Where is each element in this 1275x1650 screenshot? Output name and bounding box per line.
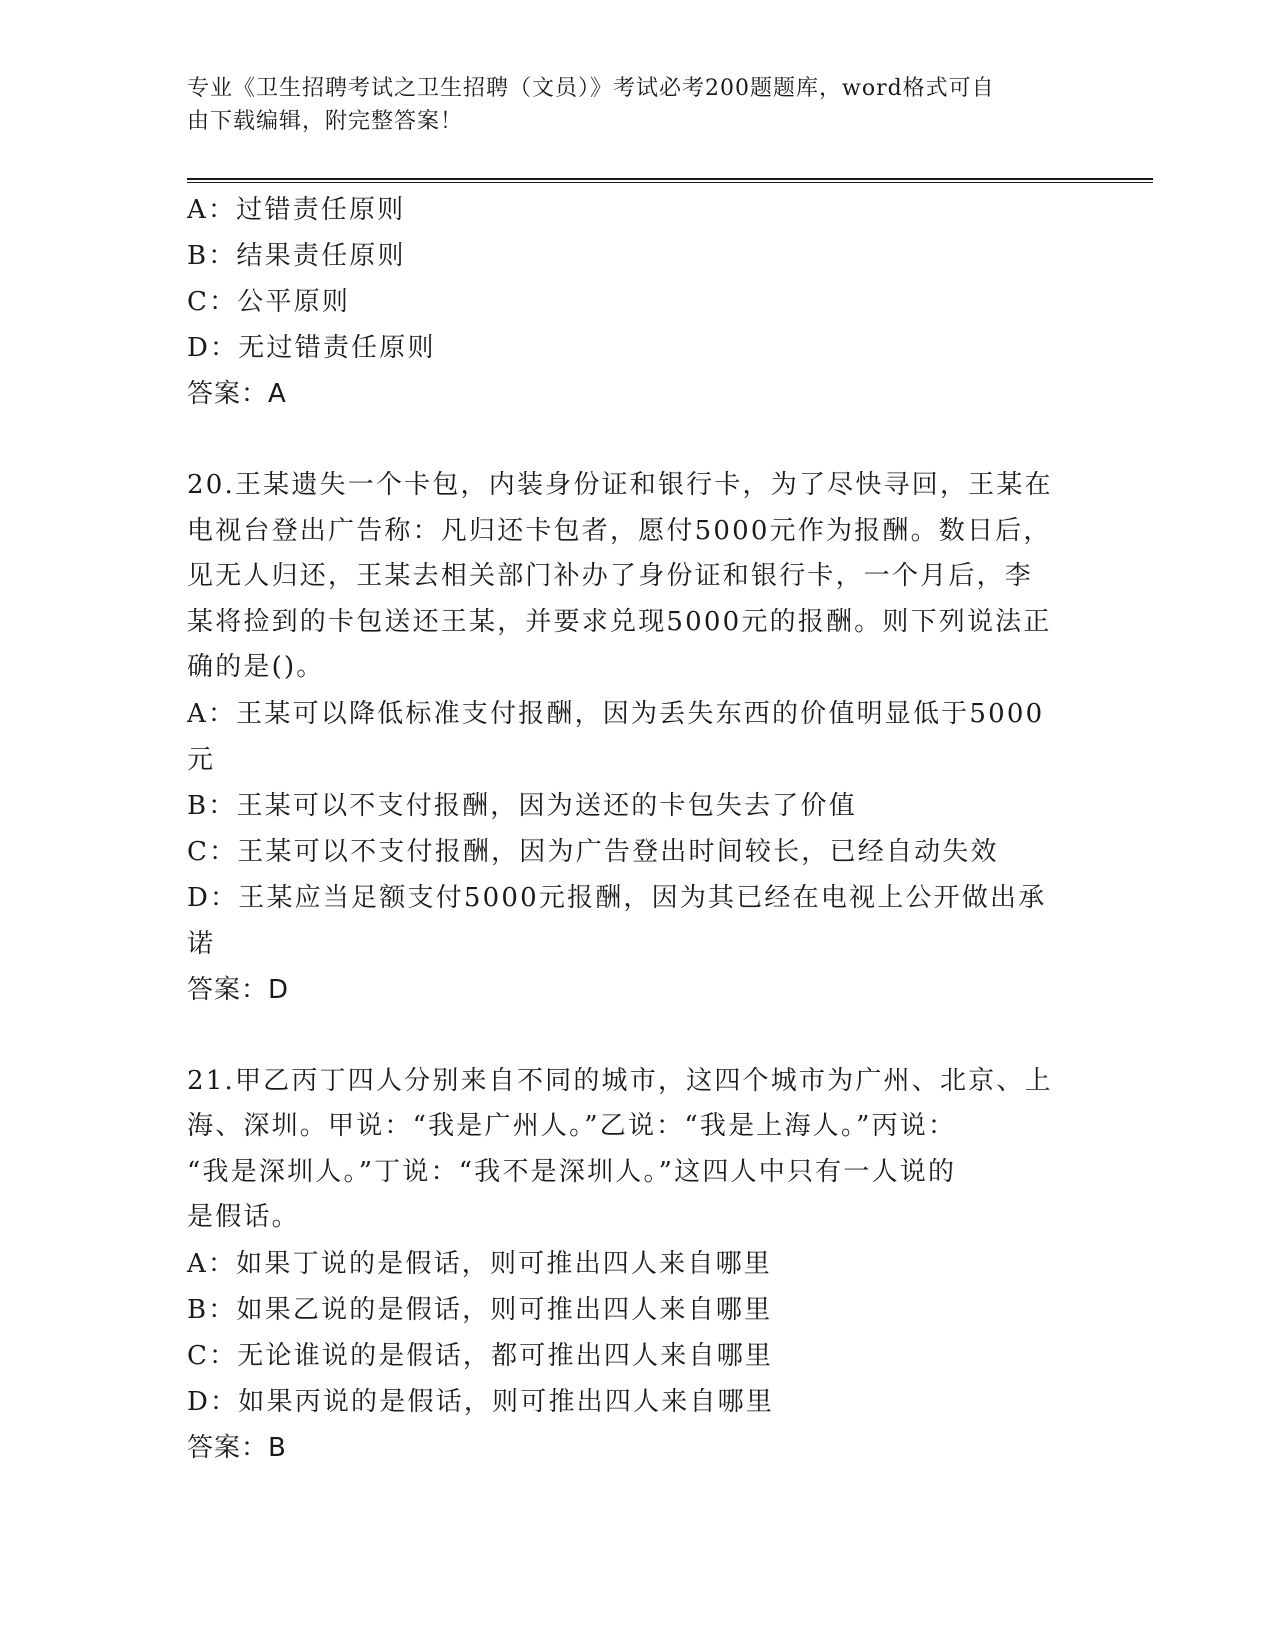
option-a-continued: 元 xyxy=(187,744,216,775)
document-header xyxy=(187,72,1067,138)
question-21 xyxy=(187,1059,1077,1471)
option-b: B：结果责任原则 xyxy=(187,241,406,271)
answer: 答案：D xyxy=(187,974,290,1005)
option-c: C：王某可以不支付报酬，因为广告登出时间较长，已经自动失效 xyxy=(187,836,999,867)
answer: 答案：B xyxy=(187,1432,287,1463)
option-d: D：无过错责任原则 xyxy=(187,333,436,363)
option-c: C：无论谁说的是假话，都可推出四人来自哪里 xyxy=(187,1340,774,1371)
question-stem-line: 电视台登出广告称：凡归还卡包者，愿付5000元作为报酬。数日后， xyxy=(187,515,1052,546)
question-stem-line: 21.甲乙丙丁四人分别来自不同的城市，这四个城市为广州、北京、上 xyxy=(187,1065,1053,1096)
option-d: D：如果丙说的是假话，则可推出四人来自哪里 xyxy=(187,1386,775,1417)
question-stem-line: “我是深圳人。”丁说：“我不是深圳人。”这四人中只有一人说的 xyxy=(187,1156,957,1187)
header-line-1: 专业《卫生招聘考试之卫生招聘（文员）》考试必考200题题库，word格式可自 xyxy=(187,76,995,101)
option-a: A：王某可以降低标准支付报酬，因为丢失东西的价值明显低于5000 xyxy=(187,698,1045,729)
spacer xyxy=(187,1013,1077,1059)
option-a: A：过错责任原则 xyxy=(187,195,406,225)
question-stem-line: 是假话。 xyxy=(187,1202,300,1232)
header-line-2: 由下载编辑，附完整答案！ xyxy=(187,109,464,134)
question-stem-line: 海、深圳。甲说：“我是广州人。”乙说：“我是上海人。”丙说： xyxy=(187,1111,957,1141)
answer: 答案：A xyxy=(187,379,287,409)
question-20 xyxy=(187,463,1077,1013)
question-19 xyxy=(187,187,1077,417)
header-divider xyxy=(187,178,1153,183)
question-stem-line: 见无人归还，王某去相关部门补办了身份证和银行卡，一个月后，李 xyxy=(187,561,1034,591)
question-stem-line: 20.王某遗失一个卡包，内装身份证和银行卡，为了尽快寻回，王某在 xyxy=(187,470,1053,500)
option-a: A：如果丁说的是假话，则可推出四人来自哪里 xyxy=(187,1248,772,1279)
document-body xyxy=(187,187,1077,1471)
option-d-continued: 诺 xyxy=(187,928,216,959)
option-b: B：如果乙说的是假话，则可推出四人来自哪里 xyxy=(187,1294,773,1325)
spacer xyxy=(187,417,1077,463)
question-stem-line: 某将捡到的卡包送还王某，并要求兑现5000元的报酬。则下列说法正 xyxy=(187,606,1052,637)
question-stem-line: 确的是()。 xyxy=(187,652,325,682)
option-d: D：王某应当足额支付5000元报酬，因为其已经在电视上公开做出承 xyxy=(187,882,1047,913)
option-c: C：公平原则 xyxy=(187,287,351,317)
option-b: B：王某可以不支付报酬，因为送还的卡包失去了价值 xyxy=(187,790,857,821)
